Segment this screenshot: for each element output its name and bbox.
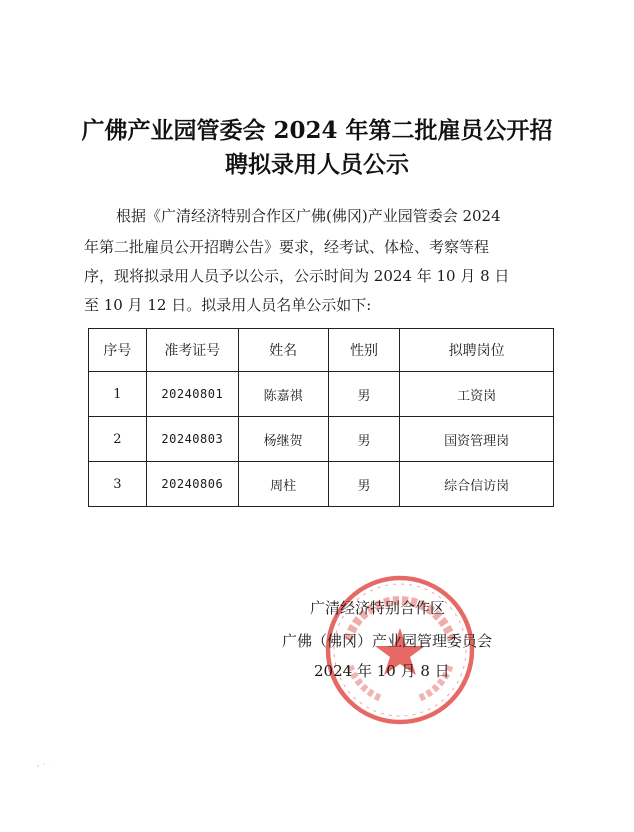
issuer-name-line-1: 广清经济特别合作区 [310, 599, 446, 617]
candidate-table [88, 328, 554, 507]
header-serial: 序号 [89, 329, 147, 372]
table-header-row [89, 329, 554, 372]
cell-serial: 2 [89, 417, 147, 462]
cell-name: 杨继贺 [238, 417, 328, 462]
cell-serial: 1 [89, 372, 147, 417]
cell-gender: 男 [328, 417, 400, 462]
cell-position: 国资管理岗 [400, 417, 554, 462]
cell-serial: 3 [89, 462, 147, 507]
header-position: 拟聘岗位 [400, 329, 554, 372]
document-title-line-2: 聘拟录用人员公示 [225, 151, 409, 178]
cell-position: 综合信访岗 [400, 462, 554, 507]
cell-gender: 男 [328, 462, 400, 507]
body-paragraph-line-2: 年第二批雇员公开招聘公告》要求，经考试、体检、考察等程 [84, 238, 490, 256]
issue-date: 2024 年 10 月 8 日 [314, 662, 450, 680]
table-row [89, 417, 554, 462]
cell-name: 陈嘉祺 [238, 372, 328, 417]
cell-name: 周柱 [238, 462, 328, 507]
scan-speck-marks [30, 760, 70, 770]
header-exam-number: 准考证号 [146, 329, 238, 372]
cell-exam-number: 20240803 [146, 417, 238, 462]
header-gender: 性别 [328, 329, 400, 372]
table-row [89, 372, 554, 417]
document-title-line-1: 广佛产业园管委会 2024 年第二批雇员公开招 [81, 117, 553, 144]
cell-gender: 男 [328, 372, 400, 417]
issuer-name-line-2: 广佛（佛冈）产业园管理委员会 [282, 632, 493, 650]
cell-position: 工资岗 [400, 372, 554, 417]
cell-exam-number: 20240806 [146, 462, 238, 507]
header-name: 姓名 [238, 329, 328, 372]
body-paragraph-line-3: 序，现将拟录用人员予以公示，公示时间为 2024 年 10 月 8 日 [84, 267, 510, 285]
body-paragraph-line-4: 至 10 月 12 日。拟录用人员名单公示如下: [84, 296, 372, 314]
body-paragraph-line-1: 根据《广清经济特别合作区广佛(佛冈)产业园管委会 2024 [116, 207, 501, 225]
table-row [89, 462, 554, 507]
cell-exam-number: 20240801 [146, 372, 238, 417]
